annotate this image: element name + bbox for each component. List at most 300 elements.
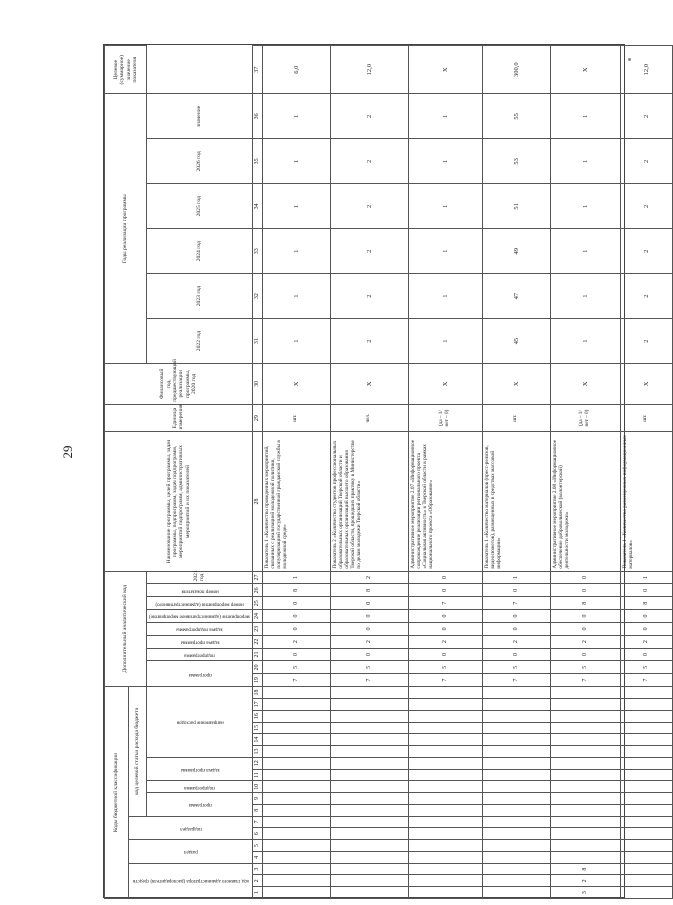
row-unit: шт. — [620, 404, 672, 432]
code-digit: 0 — [262, 610, 330, 623]
code-digit — [482, 816, 550, 828]
row-year-value: 2 — [330, 184, 408, 229]
header-name: Наименование программы, целей программы, задач программы, подпрограмм, задач подпрограмм, мероприятий подпрограмм, административных мероприятий и их показателей — [105, 432, 253, 571]
column-number: 37 — [252, 46, 262, 94]
code-digit: 3 — [550, 887, 620, 899]
code-digit — [550, 769, 620, 781]
code-digit: 0 — [408, 610, 482, 623]
code-digit — [620, 722, 672, 734]
code-digit — [482, 687, 550, 699]
table-row — [262, 46, 330, 899]
table-row — [550, 46, 620, 899]
code-digit: 7 — [482, 597, 550, 610]
code-digit — [330, 687, 408, 699]
column-number: 14 — [252, 734, 262, 746]
column-number: 20 — [252, 661, 262, 674]
row-fin-year: Х — [330, 364, 408, 405]
code-digit — [620, 734, 672, 746]
code-digit: 0 — [330, 610, 408, 623]
code-digit: 0 — [482, 648, 550, 661]
code-digit — [482, 804, 550, 816]
row-year-value: 1 — [550, 229, 620, 274]
code-digit — [408, 746, 482, 758]
code-digit — [620, 769, 672, 781]
program-table — [104, 45, 673, 899]
column-number: 21 — [252, 648, 262, 661]
code-digit — [262, 840, 330, 852]
column-number: 5 — [252, 840, 262, 852]
row-fin-year: Х — [262, 364, 330, 405]
code-digit: 0 — [550, 648, 620, 661]
column-number: 11 — [252, 769, 262, 781]
code-digit: 0 — [620, 584, 672, 597]
row-year-value: 2 — [330, 139, 408, 184]
row-year-value: 2 — [330, 274, 408, 319]
row-year-value: 1 — [550, 319, 620, 364]
code-digit — [408, 757, 482, 769]
code-digit — [620, 710, 672, 722]
code-digit: 0 — [482, 584, 550, 597]
rotated-table-sheet — [103, 44, 650, 898]
header-admin-code: код главного администратора (распорядителя) средств — [129, 863, 253, 898]
row-year-value: 1 — [408, 274, 482, 319]
code-digit — [330, 840, 408, 852]
code-digit — [262, 875, 330, 887]
code-digit — [262, 793, 330, 805]
column-number: 26 — [252, 584, 262, 597]
code-digit — [262, 722, 330, 734]
row-year-value: 1 — [550, 274, 620, 319]
code-digit: 7 — [330, 674, 408, 687]
table-row — [482, 46, 550, 899]
code-digit: 0 — [620, 622, 672, 635]
code-digit: 7 — [262, 674, 330, 687]
code-digit: 7 — [550, 674, 620, 687]
header-fin-year: Финансовый год, предшествующий реализации программы, 2020 год — [105, 364, 253, 405]
code-digit — [620, 746, 672, 758]
code-digit: 0 — [262, 648, 330, 661]
column-number: 30 — [252, 364, 262, 405]
column-number: 10 — [252, 781, 262, 793]
code-digit — [550, 804, 620, 816]
row-year-value: 1 — [550, 94, 620, 139]
code-digit — [482, 746, 550, 758]
code-digit — [408, 804, 482, 816]
row-unit: шт. — [482, 404, 550, 432]
code-digit — [262, 828, 330, 840]
row-unit: (да – 1/ нет – 0) — [550, 404, 620, 432]
code-digit: 7 — [408, 674, 482, 687]
code-digit — [330, 781, 408, 793]
code-digit — [482, 875, 550, 887]
code-digit: 1 — [620, 571, 672, 584]
code-digit — [482, 851, 550, 863]
column-number: 23 — [252, 622, 262, 635]
column-number: 15 — [252, 722, 262, 734]
code-digit — [550, 851, 620, 863]
column-number: 24 — [252, 610, 262, 623]
row-target: 300,0 — [482, 46, 550, 94]
code-digit: 1 — [482, 571, 550, 584]
code-digit — [262, 746, 330, 758]
code-digit — [550, 687, 620, 699]
column-number: 9 — [252, 793, 262, 805]
row-description: Административное мероприятие 2.08 «Информационное обеспечение добровольческой (волонтерской) деятельности молодежи» — [550, 432, 620, 571]
row-year-value: 1 — [262, 319, 330, 364]
code-digit — [262, 687, 330, 699]
code-digit — [408, 816, 482, 828]
code-digit — [330, 804, 408, 816]
code-digit — [550, 828, 620, 840]
header-year-5: 2025 год — [147, 184, 253, 229]
code-digit — [482, 769, 550, 781]
row-year-value: 1 — [408, 139, 482, 184]
row-year-value: 45 — [482, 319, 550, 364]
code-digit — [620, 793, 672, 805]
code-digit — [408, 734, 482, 746]
header-codes: Коды бюджетной классификации — [105, 687, 129, 899]
code-digit — [262, 804, 330, 816]
code-digit — [262, 757, 330, 769]
row-description: Показатель 1 «Количество размещенных информационных материалов» — [620, 432, 672, 571]
code-digit — [550, 816, 620, 828]
row-unit: чел. — [330, 404, 408, 432]
code-digit: 0 — [550, 584, 620, 597]
row-description: Показатель 1 «Количество материалов (пресс-релизов, видеосюжетов), размещенных в средствах массовой информации» — [482, 432, 550, 571]
code-digit — [330, 698, 408, 710]
code-digit: 0 — [482, 622, 550, 635]
column-number: 27 — [252, 571, 262, 584]
code-digit — [408, 781, 482, 793]
code-digit: 0 — [330, 648, 408, 661]
code-digit: 8 — [550, 863, 620, 875]
header-years: Годы реализации программы — [105, 94, 147, 364]
code-digit — [620, 840, 672, 852]
header-ad-task-prog: задача программы — [147, 635, 253, 648]
code-digit — [330, 875, 408, 887]
row-year-value: 2 — [620, 94, 672, 139]
code-digit: 2 — [620, 635, 672, 648]
table-row — [408, 46, 482, 899]
code-digit — [330, 722, 408, 734]
code-digit: 7 — [620, 674, 672, 687]
code-digit: 0 — [408, 571, 482, 584]
code-digit — [482, 710, 550, 722]
code-digit — [620, 757, 672, 769]
code-digit: 5 — [330, 661, 408, 674]
code-digit — [262, 863, 330, 875]
row-target: 12,0 — [620, 46, 672, 94]
header-section: раздел — [129, 840, 253, 864]
code-digit — [408, 698, 482, 710]
column-number: 16 — [252, 710, 262, 722]
header-ad-task-subprog: задача подпрограммы — [147, 622, 253, 635]
code-digit: 2 — [330, 571, 408, 584]
code-digit — [408, 851, 482, 863]
code-digit — [408, 793, 482, 805]
code-digit: 0 — [408, 584, 482, 597]
row-year-value: 2 — [330, 229, 408, 274]
header-prog: программа — [147, 793, 253, 817]
code-digit — [408, 863, 482, 875]
code-digit: 8 — [330, 584, 408, 597]
code-digit: 5 — [482, 661, 550, 674]
code-digit — [482, 698, 550, 710]
code-digit: 2 — [408, 635, 482, 648]
column-number: 31 — [252, 319, 262, 364]
code-digit — [620, 687, 672, 699]
code-digit — [262, 710, 330, 722]
code-digit — [330, 851, 408, 863]
code-digit: 7 — [408, 597, 482, 610]
row-year-value: 1 — [550, 184, 620, 229]
column-number: 35 — [252, 139, 262, 184]
header-year-6: 2026 год — [147, 139, 253, 184]
header-ad-activity: мероприятие (административное мероприятие) — [147, 610, 253, 623]
column-number-row — [252, 46, 262, 899]
row-year-value: 1 — [262, 94, 330, 139]
code-digit — [330, 769, 408, 781]
code-digit — [262, 816, 330, 828]
code-digit — [620, 828, 672, 840]
header-target-article: код целевой статьи расхода бюджета — [129, 687, 147, 817]
row-year-value: 1 — [408, 319, 482, 364]
header-ad-subprog: подпрограмма — [147, 648, 253, 661]
column-number: 17 — [252, 698, 262, 710]
code-digit — [620, 887, 672, 899]
row-year-value: 2 — [620, 274, 672, 319]
code-digit — [330, 757, 408, 769]
page-number: 29 — [60, 445, 75, 459]
header-direction: направление расходов — [147, 687, 253, 758]
code-digit — [482, 840, 550, 852]
code-digit: 5 — [262, 661, 330, 674]
column-number: 22 — [252, 635, 262, 648]
code-digit: 2 — [482, 635, 550, 648]
row-fin-year: Х — [550, 364, 620, 405]
header-target: Целевое (суммарное) значение показателя — [105, 46, 147, 94]
code-digit — [620, 816, 672, 828]
code-digit: 5 — [408, 661, 482, 674]
code-digit: 8 — [262, 584, 330, 597]
code-digit — [482, 828, 550, 840]
column-number: 7 — [252, 816, 262, 828]
row-fin-year: Х — [620, 364, 672, 405]
row-year-value: 49 — [482, 229, 550, 274]
code-digit — [262, 851, 330, 863]
code-digit — [262, 887, 330, 899]
code-digit — [262, 769, 330, 781]
row-unit: шт. — [262, 404, 330, 432]
row-description: Показатель 1 «Количество проведенных мероприятий, связанных с реализацией молодежной политики, популяризацией государственной гражданской службы в молодежной среде» — [262, 432, 330, 571]
row-unit: (да – 1/ нет – 0) — [408, 404, 482, 432]
code-digit: 8 — [620, 597, 672, 610]
row-year-value: 1 — [262, 139, 330, 184]
code-digit — [330, 887, 408, 899]
code-digit: 2 — [330, 635, 408, 648]
code-digit — [408, 840, 482, 852]
column-number: 28 — [252, 432, 262, 571]
code-digit — [620, 851, 672, 863]
column-number: 1 — [252, 887, 262, 899]
code-digit: 0 — [330, 597, 408, 610]
code-digit — [408, 769, 482, 781]
code-digit — [408, 710, 482, 722]
code-digit — [620, 698, 672, 710]
row-year-value: 1 — [262, 184, 330, 229]
code-digit: 2 — [550, 635, 620, 648]
column-number: 34 — [252, 184, 262, 229]
column-number: 36 — [252, 94, 262, 139]
table-row — [620, 46, 672, 899]
row-year-value: 53 — [482, 139, 550, 184]
code-digit: 2 — [262, 635, 330, 648]
header-year-3: 2023 год — [147, 274, 253, 319]
row-year-value: 1 — [550, 139, 620, 184]
code-digit — [550, 781, 620, 793]
row-year-value: 2 — [620, 184, 672, 229]
header-ad-activity-no: номер мероприятия (административного) — [147, 597, 253, 610]
row-year-value: 55 — [482, 94, 550, 139]
code-digit: 1 — [262, 571, 330, 584]
header-ad-prog: программа — [147, 661, 253, 687]
code-digit: 5 — [620, 661, 672, 674]
row-year-value: 1 — [262, 229, 330, 274]
code-digit: 0 — [408, 622, 482, 635]
code-digit: 0 — [620, 648, 672, 661]
code-digit — [330, 793, 408, 805]
code-digit — [262, 734, 330, 746]
row-fin-year: Х — [482, 364, 550, 405]
code-digit — [482, 722, 550, 734]
code-digit — [482, 793, 550, 805]
code-digit — [482, 757, 550, 769]
code-digit — [408, 687, 482, 699]
code-digit — [330, 828, 408, 840]
row-year-value: 2 — [620, 229, 672, 274]
header-subsection: подраздел — [129, 816, 253, 840]
code-digit — [550, 757, 620, 769]
code-digit — [408, 875, 482, 887]
header-unit: Единица измерения — [105, 404, 253, 432]
column-number: 6 — [252, 828, 262, 840]
header-year-1: 2021 год — [147, 571, 253, 584]
code-digit — [482, 887, 550, 899]
header-year-2: 2022 год — [147, 319, 253, 364]
header-year-4: 2024 год — [147, 229, 253, 274]
column-number: 4 — [252, 851, 262, 863]
column-number: 33 — [252, 229, 262, 274]
column-number: 25 — [252, 597, 262, 610]
header-target-value: значение — [147, 94, 253, 139]
row-target: Х — [408, 46, 482, 94]
code-digit — [482, 734, 550, 746]
code-digit: 0 — [620, 610, 672, 623]
code-digit — [330, 863, 408, 875]
row-year-value: 2 — [620, 319, 672, 364]
header-subprog: подпрограмма — [147, 781, 253, 793]
code-digit — [408, 887, 482, 899]
row-target: 12,0 — [330, 46, 408, 94]
code-digit: 0 — [408, 648, 482, 661]
code-digit — [550, 746, 620, 758]
column-number: 3 — [252, 863, 262, 875]
code-digit: 2 — [550, 875, 620, 887]
row-year-value: 1 — [262, 274, 330, 319]
column-number: 29 — [252, 404, 262, 432]
code-digit — [482, 781, 550, 793]
row-year-value: 2 — [330, 94, 408, 139]
code-digit: 0 — [550, 571, 620, 584]
code-digit — [550, 710, 620, 722]
column-number: 8 — [252, 804, 262, 816]
column-number: 13 — [252, 746, 262, 758]
row-year-value: 1 — [408, 184, 482, 229]
table-body — [105, 46, 673, 899]
column-number: 19 — [252, 674, 262, 687]
header-additional: Дополнительный аналитический код — [105, 571, 147, 686]
code-digit — [550, 734, 620, 746]
row-description: Административное мероприятие 2.07 «Информационное сопровождение реализации регионального проекта «Социальная активность» в Тверской области в рамках национального проекта «Образование» — [408, 432, 482, 571]
code-digit: 8 — [550, 597, 620, 610]
code-digit — [620, 781, 672, 793]
code-digit — [620, 875, 672, 887]
code-digit — [330, 710, 408, 722]
table-row — [330, 46, 408, 899]
column-number: 2 — [252, 875, 262, 887]
code-digit — [620, 804, 672, 816]
code-digit: 7 — [482, 674, 550, 687]
row-target: 6,0 — [262, 46, 330, 94]
code-digit — [482, 863, 550, 875]
code-digit: 0 — [550, 622, 620, 635]
code-digit — [330, 816, 408, 828]
row-year-value: 1 — [408, 229, 482, 274]
code-digit: 0 — [550, 610, 620, 623]
code-digit: 0 — [482, 610, 550, 623]
column-number: 18 — [252, 687, 262, 699]
row-year-value: 47 — [482, 274, 550, 319]
code-digit: 0 — [262, 597, 330, 610]
row-target: Х — [550, 46, 620, 94]
row-year-value: 2 — [620, 139, 672, 184]
code-digit — [550, 793, 620, 805]
code-digit: 0 — [330, 622, 408, 635]
code-digit — [262, 698, 330, 710]
code-digit — [330, 734, 408, 746]
row-description: Показатель 2 «Количество студентов профессиональных образовательных организаций Тверской области и образовательных организаций высшего образования Тверской области, прошедших практику в Министерстве по делам молодежи Тверской области» — [330, 432, 408, 571]
code-digit: 0 — [262, 622, 330, 635]
column-number: 32 — [252, 274, 262, 319]
code-digit — [408, 828, 482, 840]
code-digit — [550, 722, 620, 734]
code-digit — [408, 722, 482, 734]
header-ad-indicator: номер показателя — [147, 584, 253, 597]
code-digit: 5 — [550, 661, 620, 674]
row-year-value: 51 — [482, 184, 550, 229]
code-digit — [550, 840, 620, 852]
row-year-value: 2 — [330, 319, 408, 364]
header-task-prog: задача программы — [147, 757, 253, 781]
code-digit — [620, 863, 672, 875]
code-digit — [262, 781, 330, 793]
column-number: 12 — [252, 757, 262, 769]
row-fin-year: Х — [408, 364, 482, 405]
code-digit — [550, 698, 620, 710]
code-digit — [330, 746, 408, 758]
row-year-value: 1 — [408, 94, 482, 139]
table-rotation-wrapper — [104, 45, 650, 899]
